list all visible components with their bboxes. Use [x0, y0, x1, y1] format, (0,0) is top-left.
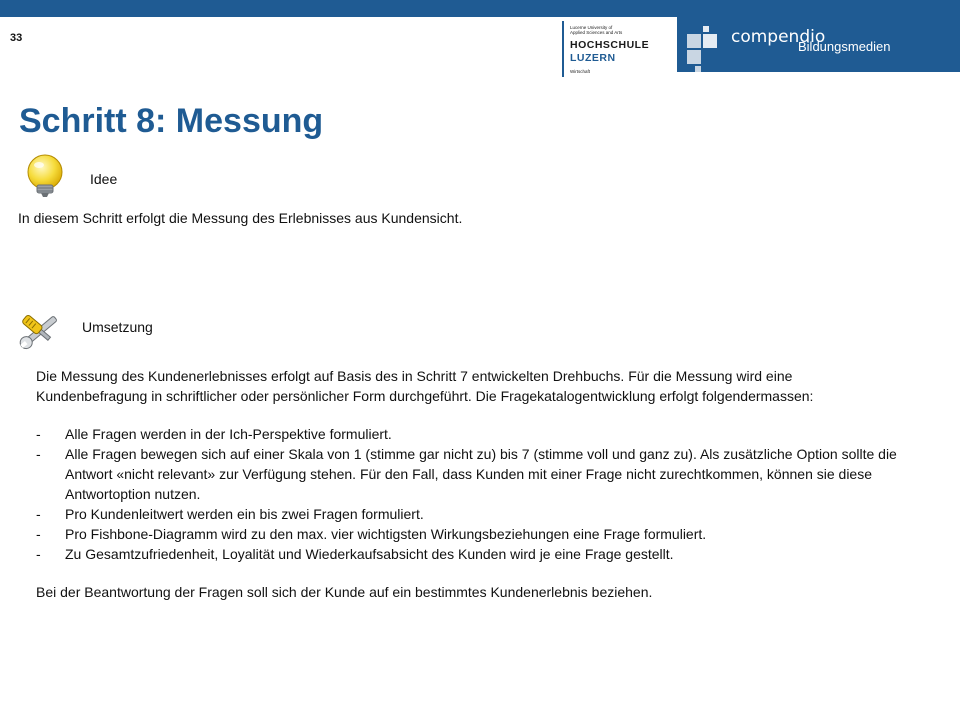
logo-square — [687, 50, 701, 64]
logo-square — [695, 66, 701, 72]
logo-square — [703, 26, 709, 32]
list-item: - Pro Fishbone-Diagramm wird zu den max. vier wichtigsten Wirkungsbeziehungen eine Frage formuliert. — [36, 524, 936, 544]
hslu-logo — [556, 17, 677, 83]
umsetzung-closing: Bei der Beantwortung der Fragen soll sich der Kunde auf ein bestimmtes Kundenerlebnis beziehen. — [36, 584, 653, 600]
compendio-logo-sub: Bildungsmedien — [798, 39, 891, 54]
umsetzung-intro-line1: Die Messung des Kundenerlebnisses erfolgt auf Basis des in Schritt 7 entwickelten Drehbuchs. Für die Messung wird eine — [36, 368, 793, 384]
page-title: Schritt 8: Messung — [19, 102, 324, 140]
logo-square — [703, 34, 717, 48]
top-bar — [0, 0, 960, 17]
page-number: 33 — [10, 32, 23, 44]
compendio-logo-name: compendio — [731, 27, 826, 47]
idee-label: Idee — [90, 171, 118, 187]
hslu-logo-dept: Wirtschaft — [570, 69, 591, 74]
list-item: - Alle Fragen bewegen sich auf einer Skala von 1 (stimme gar nicht zu) bis 7 (stimme voll und ganz zu). Als zusätzliche Option sollte die Antwort «nicht relevant» zur Verfügung stehen. Für den Fall, dass Kunden mit einer Frage nicht zurechtkommen, können sie diese Antwortoption nutzen. — [36, 444, 936, 504]
logo-divider-line — [562, 21, 564, 77]
lightbulb-icon — [22, 152, 68, 200]
umsetzung-label: Umsetzung — [82, 319, 153, 335]
hslu-logo-line1: Lucerne University of — [570, 25, 613, 30]
logo-square — [687, 34, 701, 48]
list-item: - Alle Fragen werden in der Ich-Perspektive formuliert. — [36, 424, 936, 444]
hslu-logo-line2: Applied Sciences and Arts — [570, 30, 623, 35]
umsetzung-body — [36, 366, 936, 602]
idee-text: In diesem Schritt erfolgt die Messung des Erlebnisses aus Kundensicht. — [18, 210, 463, 226]
umsetzung-bullet-list — [36, 424, 936, 564]
compendio-logo — [677, 17, 960, 72]
hslu-logo-name1: HOCHSCHULE — [570, 39, 650, 51]
tools-icon — [16, 309, 64, 353]
list-item: - Zu Gesamtzufriedenheit, Loyalität und Wiederkaufsabsicht des Kunden wird je eine Frage gestellt. — [36, 544, 936, 564]
umsetzung-intro-line2: Kundenbefragung in schriftlicher oder persönlicher Form durchgeführt. Die Fragekatalogentwicklung erfolgt folgendermassen: — [36, 388, 814, 404]
list-item: - Pro Kundenleitwert werden ein bis zwei Fragen formuliert. — [36, 504, 936, 524]
hslu-logo-name2: LUZERN — [570, 52, 616, 64]
